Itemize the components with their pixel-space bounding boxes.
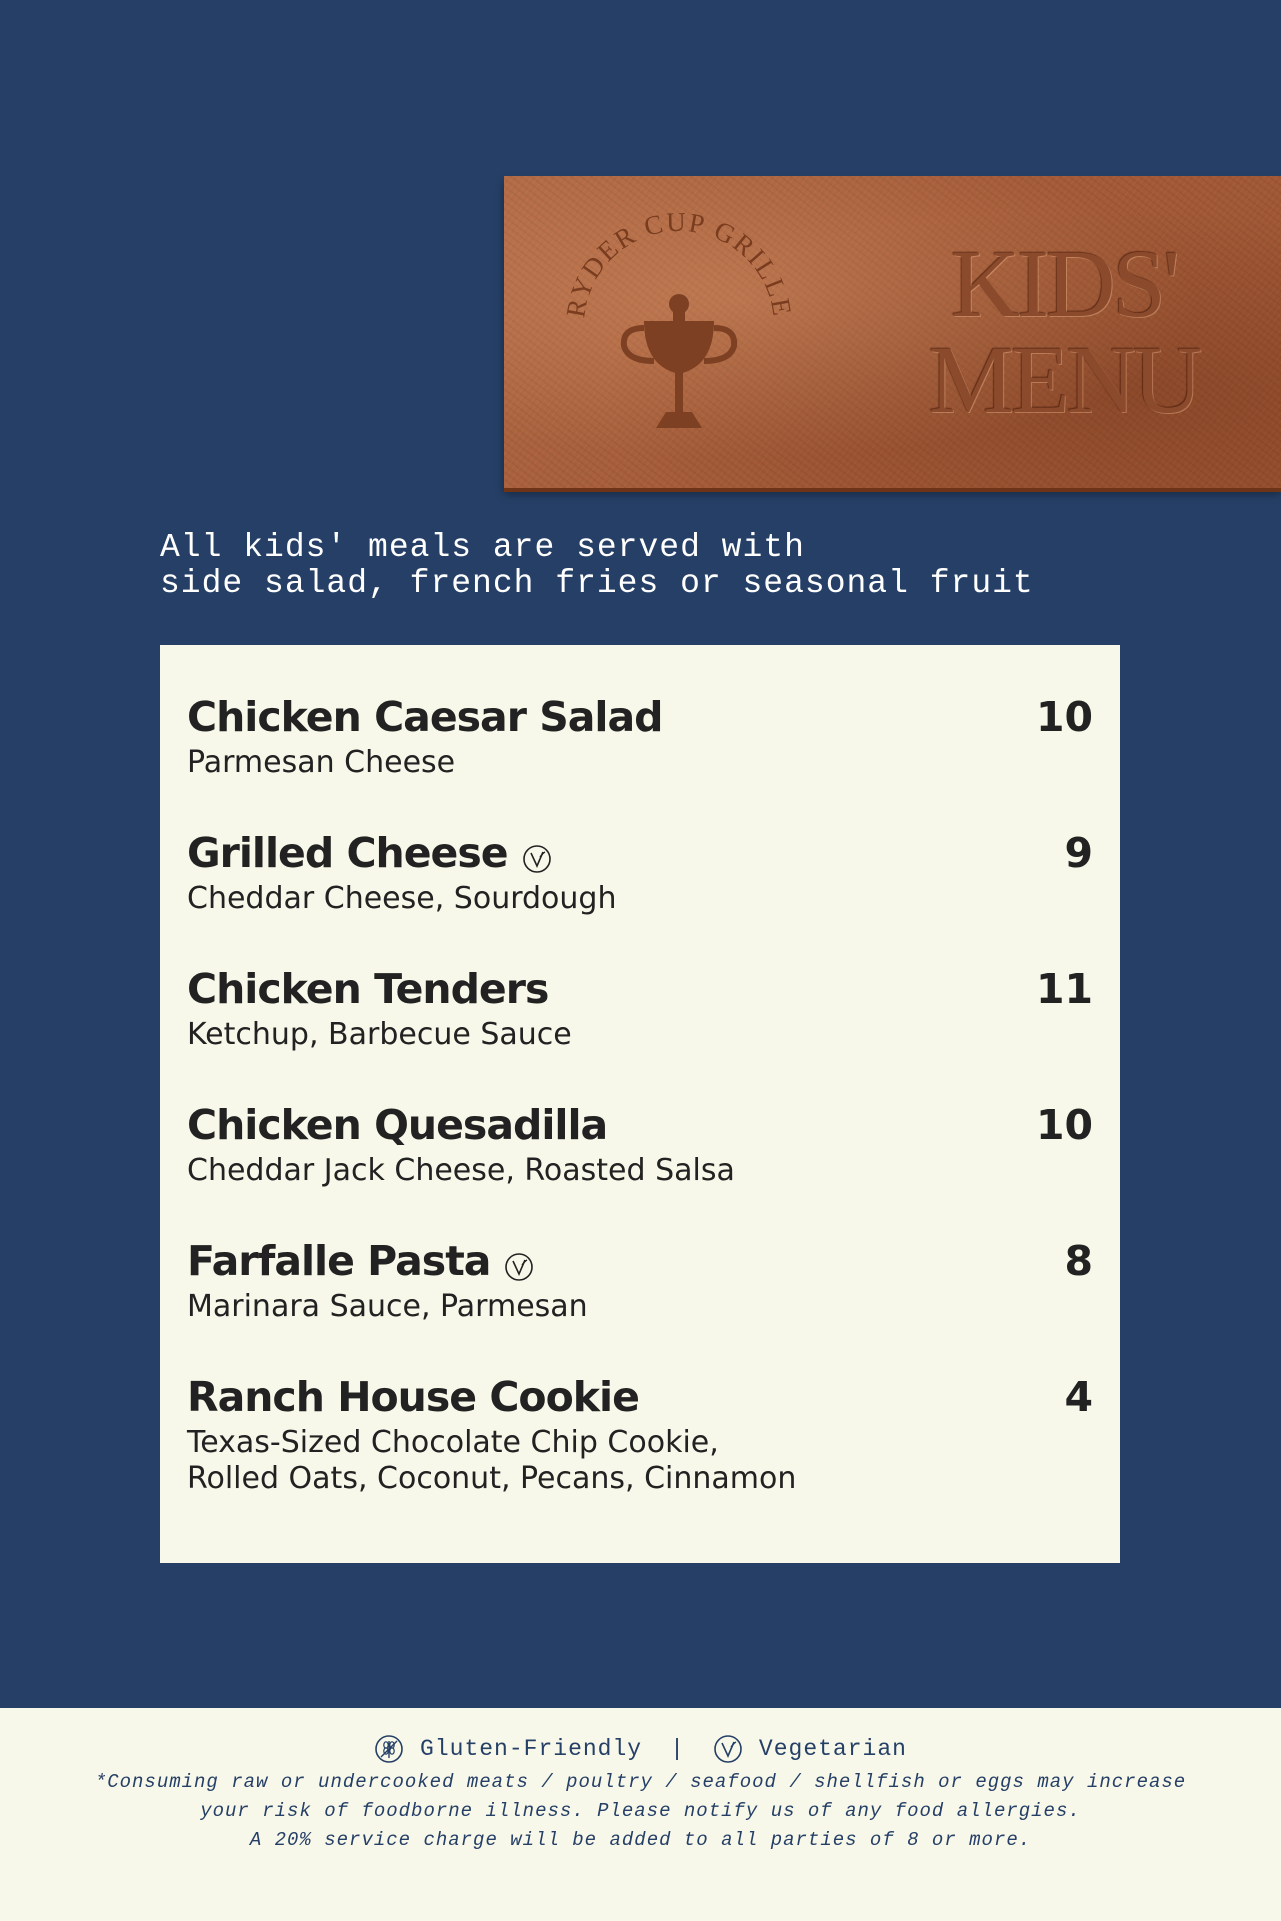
- footer: [0, 1708, 1281, 1921]
- intro-line-2: side salad, french fries or seasonal fruit: [160, 565, 1034, 602]
- item-price: 10: [1035, 693, 1093, 741]
- menu-item: [187, 1371, 1093, 1497]
- legend-separator: |: [670, 1736, 685, 1762]
- item-price: 4: [1064, 1373, 1093, 1421]
- item-name: Chicken Tenders: [187, 965, 549, 1013]
- menu-item: [187, 691, 1093, 827]
- svg-text:RYDER CUP GRILLE: RYDER CUP GRILLE: [560, 206, 798, 320]
- vegetarian-label: Vegetarian: [758, 1736, 907, 1762]
- item-name: Grilled Cheese: [187, 829, 508, 877]
- disclaimer-line-3: A 20% service charge will be added to all parties of 8 or more.: [249, 1829, 1032, 1851]
- item-price: 9: [1064, 829, 1093, 877]
- vegetarian-icon: [504, 1252, 534, 1282]
- gluten-friendly-icon: [374, 1734, 404, 1764]
- item-description: Cheddar Jack Cheese, Roasted Salsa: [187, 1153, 735, 1188]
- vegetarian-icon: [522, 844, 552, 874]
- menu-item: [187, 963, 1093, 1099]
- item-name: Chicken Quesadilla: [187, 1101, 608, 1149]
- menu-item: [187, 1235, 1093, 1371]
- item-name: Ranch House Cookie: [187, 1373, 639, 1421]
- kids-menu-banner: [504, 176, 1281, 488]
- menu-card: [160, 645, 1120, 1563]
- sides-intro: [160, 530, 1120, 602]
- item-description: Texas-Sized Chocolate Chip Cookie, Rolled Oats, Coconut, Pecans, Cinnamon: [187, 1425, 797, 1496]
- disclaimer-line-1: *Consuming raw or undercooked meats / poultry / seafood / shellfish or eggs may increase: [94, 1771, 1187, 1793]
- ryder-cup-grille-logo: [544, 206, 804, 446]
- intro-line-1: All kids' meals are served with: [160, 529, 805, 566]
- vegetarian-icon: [713, 1734, 743, 1764]
- item-price: 8: [1064, 1237, 1093, 1285]
- food-safety-disclaimer: [0, 1768, 1281, 1855]
- disclaimer-line-2: your risk of foodborne illness. Please notify us of any food allergies.: [200, 1800, 1081, 1822]
- item-price: 11: [1035, 965, 1093, 1013]
- item-price: 10: [1035, 1101, 1093, 1149]
- gluten-friendly-label: Gluten-Friendly: [420, 1736, 643, 1762]
- item-name: Farfalle Pasta: [187, 1237, 491, 1285]
- menu-item: [187, 827, 1093, 963]
- dietary-legend: [0, 1734, 1281, 1764]
- menu-item: [187, 1099, 1093, 1235]
- item-name: Chicken Caesar Salad: [187, 693, 663, 741]
- item-description: Ketchup, Barbecue Sauce: [187, 1017, 572, 1052]
- item-description: Parmesan Cheese: [187, 745, 456, 780]
- kids-menu-title: KIDS' MENU: [928, 230, 1200, 433]
- item-description: Cheddar Cheese, Sourdough: [187, 881, 617, 916]
- item-description: Marinara Sauce, Parmesan: [187, 1289, 588, 1324]
